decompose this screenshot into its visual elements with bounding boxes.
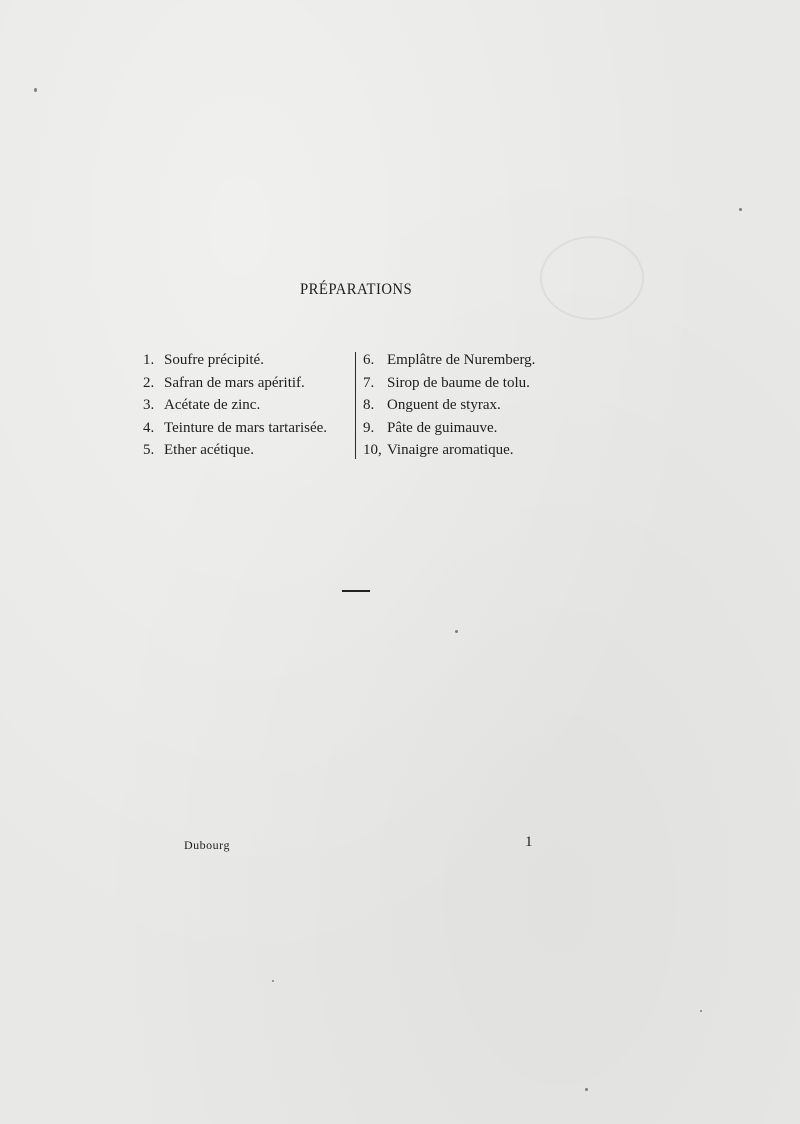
item-number: 3.: [143, 397, 155, 413]
preparations-list-left: [143, 349, 327, 462]
item-text: Safran de mars apéritif.: [164, 374, 305, 391]
paper-speck: [739, 208, 742, 211]
section-dash: [342, 590, 370, 592]
item-number: 5.: [143, 442, 155, 458]
footer-author: Dubourg: [184, 838, 230, 852]
item-text: Emplâtre de Nuremberg.: [387, 352, 536, 368]
list-item: [143, 417, 327, 440]
list-item: [143, 439, 327, 462]
item-text: Pâte de guimauve.: [387, 419, 498, 436]
item-number: 10,: [363, 442, 382, 458]
list-item: [363, 372, 535, 395]
paper-speck: [455, 630, 458, 633]
list-item: [143, 372, 327, 395]
column-divider: [355, 352, 356, 459]
faint-library-stamp: [540, 236, 644, 320]
item-text: Teinture de mars tartarisée.: [164, 419, 328, 436]
list-item: [363, 394, 535, 417]
item-text: Acétate de zinc.: [164, 397, 261, 413]
list-item: [143, 394, 327, 417]
list-item: [363, 439, 535, 462]
item-number: 6.: [363, 352, 375, 368]
list-item: [143, 349, 327, 372]
item-text: Ether acétique.: [164, 442, 254, 458]
item-text: Soufre précipité.: [164, 352, 264, 368]
paper-speck: [272, 980, 274, 982]
paper-speck: [34, 88, 37, 92]
item-number: 1.: [143, 352, 155, 368]
list-item: [363, 417, 535, 440]
item-text: Onguent de styrax.: [387, 397, 501, 413]
item-text: Vinaigre aromatique.: [387, 442, 514, 458]
list-item: [363, 349, 535, 372]
item-number: 2.: [143, 374, 155, 391]
item-number: 4.: [143, 419, 155, 436]
item-number: 8.: [363, 397, 375, 413]
item-number: 9.: [363, 419, 375, 436]
item-text: Sirop de baume de tolu.: [387, 374, 530, 391]
preparations-list-right: [363, 349, 535, 462]
page-number: 1: [525, 834, 533, 850]
paper-speck: [585, 1088, 588, 1091]
item-number: 7.: [363, 374, 375, 391]
paper-speck: [700, 1010, 702, 1012]
page-title: PRÉPARATIONS: [300, 281, 413, 298]
